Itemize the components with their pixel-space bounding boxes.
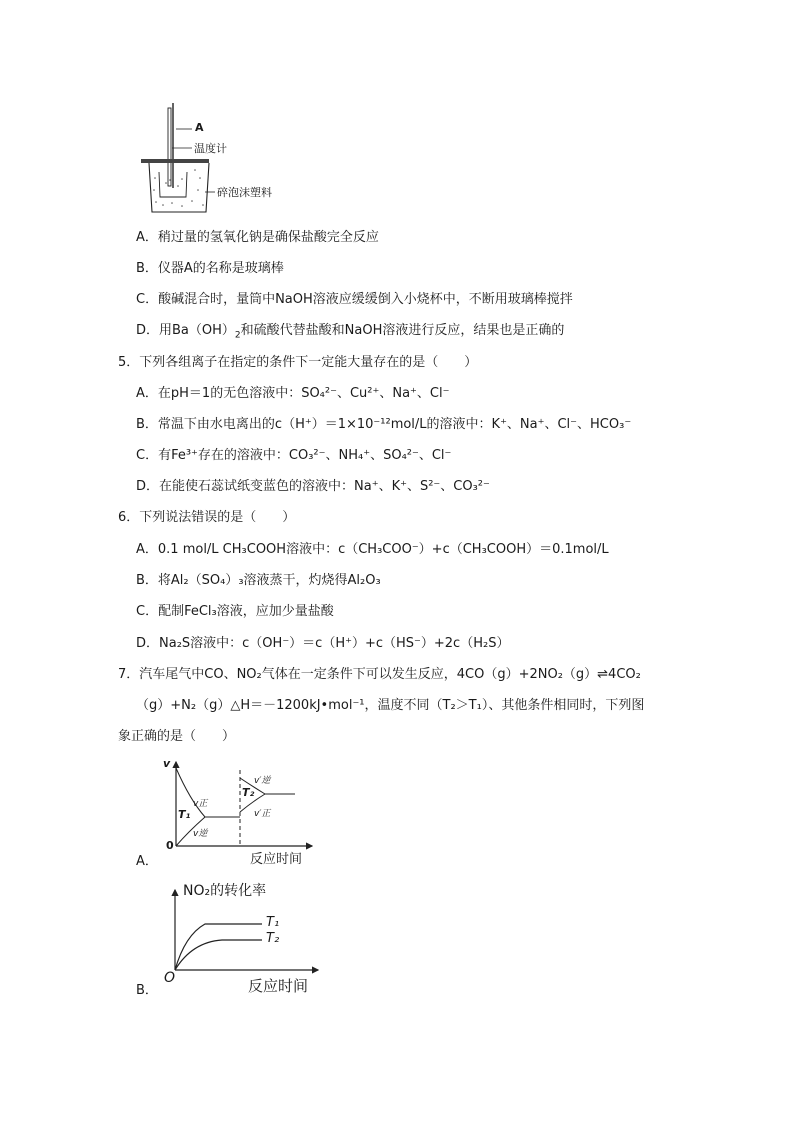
graph-a-t2-label: T₂: [242, 786, 255, 799]
q6-option-a: A．0.1 mol/L CH₃COOH溶液中：c（CH₃COO⁻）+c（CH₃COOH）＝0.1mol/L: [136, 542, 609, 557]
graph-a-y-label: v: [163, 757, 171, 770]
q4-option-b: B．仪器A的名称是玻璃棒: [136, 261, 284, 276]
graph-a-origin: 0: [166, 839, 174, 852]
q6-option-d: D．Na₂S溶液中：c（OH⁻）＝c（H⁺）+c（HS⁻）+2c（H₂S）: [136, 636, 510, 651]
q5-stem: 5．下列各组离子在指定的条件下一定能大量存在的是（ ）: [118, 355, 478, 370]
graph-a-t1-label: T₁: [178, 808, 191, 821]
q5-option-a: A．在pH＝1的无色溶液中：SO₄²⁻、Cu²⁺、Na⁺、Cl⁻: [136, 386, 450, 401]
q7-stem-line1: 7．汽车尾气中CO、NO₂气体在一定条件下可以发生反应，4CO（g）+2NO₂（g）⇌4CO₂: [118, 667, 641, 682]
q4-option-d: D．用$Ba(OH)_2$和硫酸代替盐酸和NaOH溶液进行反应，结果也是正确的: [136, 323, 565, 341]
graph-b-x-label: 反应时间: [248, 977, 309, 995]
q5-option-c: C．有Fe³⁺存在的溶液中：CO₃²⁻、NH₄⁺、SO₄²⁻、Cl⁻: [136, 448, 452, 463]
graph-a-v-reverse-prime-label: v′逆: [254, 776, 271, 786]
q4-option-a: A．稍过量的氢氧化钠是确保盐酸完全反应: [136, 230, 379, 245]
q6-option-c: C．配制FeCl₃溶液，应加少量盐酸: [136, 604, 334, 619]
q7-option-b-label: B．: [136, 983, 158, 998]
q7-option-a-label: A．: [136, 854, 158, 869]
apparatus-label-thermometer: 温度计: [194, 142, 227, 155]
graph-b-y-label: NO₂的转化率: [183, 883, 267, 899]
apparatus-label-foam: 碎泡沫塑料: [217, 186, 272, 199]
graph-a-v-reverse-label: v逆: [193, 829, 208, 839]
q4-option-c: C．酸碱混合时，量筒中NaOH溶液应缓缓倒入小烧杯中，不断用玻璃棒搅拌: [136, 292, 573, 307]
q6-option-b: B．将Al₂（SO₄）₃溶液蒸干，灼烧得Al₂O₃: [136, 573, 381, 588]
q5-option-d: D．在能使石蕊试纸变蓝色的溶液中：Na⁺、K⁺、S²⁻、CO₃²⁻: [136, 479, 490, 494]
graph-a-v-forward-label: v正: [193, 799, 208, 809]
graph-b-curve-t2: [175, 940, 262, 970]
graph-a-x-label: 反应时间: [250, 852, 303, 867]
q6-stem: 6．下列说法错误的是（ ）: [118, 510, 296, 525]
graph-b-origin: O: [164, 970, 176, 986]
graph-a-v-forward-prime-label: v′正: [254, 809, 271, 819]
graph-b-t1-label: T₁: [266, 915, 280, 930]
graph-b-t2-label: T₂: [266, 931, 280, 946]
q5-option-b: B．常温下由水电离出的c（H⁺）＝1×10⁻¹²mol/L的溶液中：K⁺、Na⁺、Cl⁻、HCO₃⁻: [136, 417, 632, 432]
q7-stem-line2: （g）+N₂（g）△H＝－1200kJ•mol⁻¹，温度不同（T₂＞T₁）、其他条件相同时，下列图: [136, 698, 645, 713]
q7-stem-line3: 象正确的是（ ）: [118, 729, 236, 744]
apparatus-label-a: A: [195, 121, 204, 134]
graph-b-curve-t1: [175, 924, 262, 970]
